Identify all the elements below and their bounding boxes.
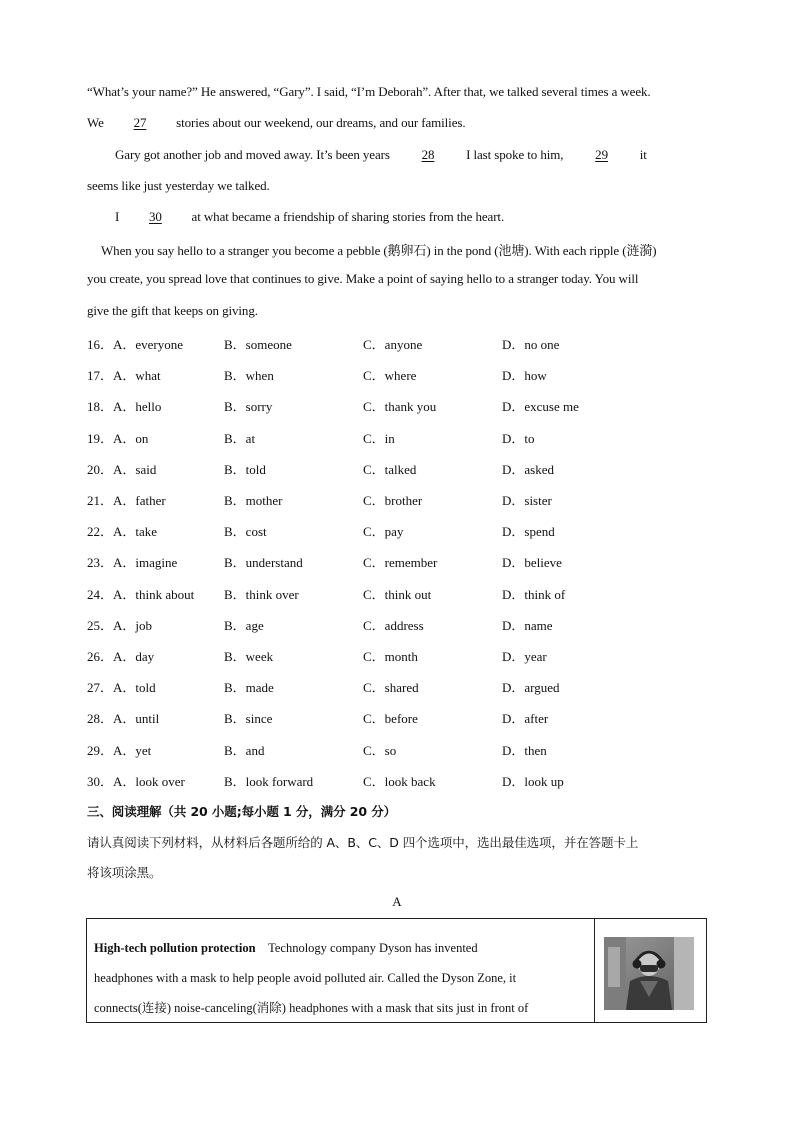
option-d: D．how xyxy=(502,368,547,384)
option-d: D．no one xyxy=(502,337,560,352)
option-c: C．so xyxy=(363,742,397,758)
option-b: B．told xyxy=(224,461,266,477)
option-b: B．age xyxy=(224,617,264,633)
blank-27-number: 27 xyxy=(133,115,147,130)
option-a: 18．A．hello xyxy=(87,399,162,415)
option-a: 23．A．imagine xyxy=(87,555,178,571)
option-a: 22．A．take xyxy=(87,524,158,540)
option-b: B．week xyxy=(224,649,274,664)
blank-27 xyxy=(111,115,169,131)
option-d: D．think of xyxy=(502,586,566,602)
option-c: C．where xyxy=(363,368,417,384)
blank-28 xyxy=(399,147,457,163)
option-d: D．look up xyxy=(502,773,564,789)
text-i: I xyxy=(115,209,120,224)
option-c: C．anyone xyxy=(363,337,423,352)
option-b: B．when xyxy=(224,368,274,384)
headphone-mask-photo xyxy=(604,937,694,1010)
option-d: D．spend xyxy=(502,524,555,540)
text-line3-end: it xyxy=(639,147,647,162)
option-b: B．and xyxy=(224,742,265,758)
blank-29-number: 29 xyxy=(595,147,608,162)
option-d: D．after xyxy=(502,711,549,727)
option-d: D．sister xyxy=(502,493,552,508)
option-c: C．address xyxy=(363,617,424,633)
text-we: We xyxy=(87,115,104,130)
option-b: B．think over xyxy=(224,586,299,602)
option-c: C．thank you xyxy=(363,399,437,415)
option-b: B．sorry xyxy=(224,399,273,415)
option-b: B．look forward xyxy=(224,773,314,789)
article-line-1-text: Technology company Dyson has invented xyxy=(268,941,478,955)
article-line-1 xyxy=(94,933,589,963)
option-c: C．in xyxy=(363,430,395,446)
blank-30 xyxy=(126,209,184,225)
option-c: C．pay xyxy=(363,524,404,540)
text-line3-mid: I last spoke to him, xyxy=(466,147,564,162)
blank-30-number: 30 xyxy=(148,209,162,224)
option-b: B．mother xyxy=(224,493,283,508)
option-b: B．since xyxy=(224,711,273,727)
option-c: C．think out xyxy=(363,586,432,602)
option-a: 16．A．everyone xyxy=(87,337,184,352)
option-a: 17．A．what xyxy=(87,368,161,384)
passage-letter: A xyxy=(392,894,402,909)
option-d: D．excuse me xyxy=(502,399,579,415)
article-line-2: headphones with a mask to help people avoid polluted air. Called the Dyson Zone, it xyxy=(94,971,517,985)
option-a: 25．A．job xyxy=(87,617,153,633)
section-3-title: 三、阅读理解（共 20 小题;每小题 1 分，满分 20 分） xyxy=(87,804,396,819)
article-heading: High-tech pollution protection xyxy=(94,941,256,955)
passage-line-8: give the gift that keeps on giving. xyxy=(87,303,258,318)
option-a: 28．A．until xyxy=(87,711,160,727)
option-a: 29．A．yet xyxy=(87,742,152,758)
option-b: B．made xyxy=(224,680,274,696)
article-line-3: connects(连接) noise-canceling(消除) headphones with a mask that sits just in front of xyxy=(94,1001,529,1015)
option-a: 30．A．look over xyxy=(87,773,185,789)
passage-line-1: “What’s your name?” He answered, “Gary”. I said, “I’m Deborah”. After that, we talked several times a week. xyxy=(87,84,651,99)
box-divider xyxy=(594,919,595,1022)
option-d: D．asked xyxy=(502,461,554,477)
option-a: 26．A．day xyxy=(87,649,155,664)
blank-28-number: 28 xyxy=(421,147,435,162)
option-a: 20．A．said xyxy=(87,461,157,477)
option-a: 19．A．on xyxy=(87,430,149,446)
option-c: C．shared xyxy=(363,680,419,696)
passage-line-6: When you say hello to a stranger you become a pebble (鹅卵石) in the pond (池塘). With each ripple (涟漪) xyxy=(101,243,657,258)
option-b: B．cost xyxy=(224,524,267,540)
section-3-instruction-2: 将该项涂黑。 xyxy=(87,865,162,880)
passage-line-7: you create, you spread love that continues to give. Make a point of saying hello to a stranger today. You will xyxy=(87,271,639,286)
passage-line-4: seems like just yesterday we talked. xyxy=(87,178,270,193)
option-c: C．remember xyxy=(363,555,438,571)
option-c: C．month xyxy=(363,649,418,664)
option-c: C．brother xyxy=(363,493,423,508)
option-c: C．look back xyxy=(363,773,436,789)
option-b: B．understand xyxy=(224,555,303,571)
option-d: D．name xyxy=(502,617,553,633)
option-d: D．then xyxy=(502,742,547,758)
option-d: D．argued xyxy=(502,680,560,696)
option-d: D．year xyxy=(502,649,547,664)
article-box xyxy=(86,918,707,1023)
option-b: B．at xyxy=(224,430,256,446)
option-c: C．talked xyxy=(363,461,417,477)
text-line2-rest: stories about our weekend, our dreams, and our families. xyxy=(176,115,466,130)
passage-line-3 xyxy=(115,147,647,163)
option-c: C．before xyxy=(363,711,418,727)
option-a: 27．A．told xyxy=(87,680,156,696)
blank-29 xyxy=(573,147,631,163)
passage-line-5 xyxy=(115,209,504,225)
option-b: B．someone xyxy=(224,337,292,352)
section-3-instruction-1: 请认真阅读下列材料，从材料后各题所给的 A、B、C、D 四个选项中，选出最佳选项，并在答题卡上 xyxy=(87,835,639,850)
passage-line-2 xyxy=(87,115,465,131)
option-a: 21．A．father xyxy=(87,493,166,508)
option-d: D．believe xyxy=(502,555,562,571)
text-line5-rest: at what became a friendship of sharing stories from the heart. xyxy=(191,209,505,224)
text-line3-start: Gary got another job and moved away. It’s been years xyxy=(115,147,390,162)
article-text xyxy=(94,933,589,1023)
option-d: D．to xyxy=(502,430,535,446)
option-a: 24．A．think about xyxy=(87,586,195,602)
